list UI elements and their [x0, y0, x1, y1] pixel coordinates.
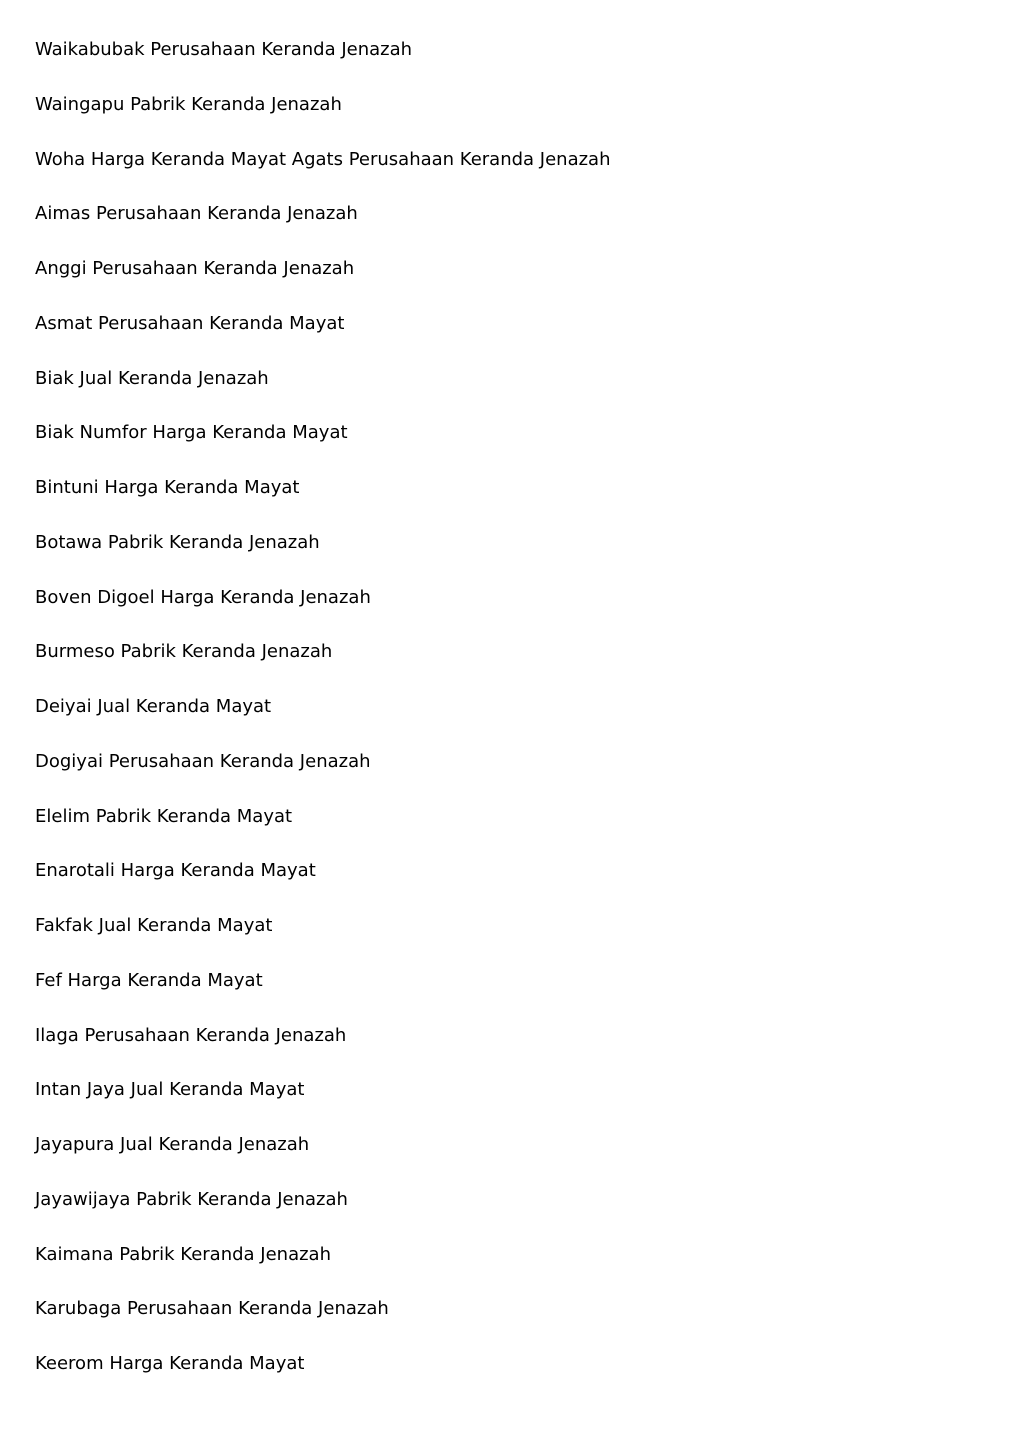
- list-item: Woha Harga Keranda Mayat Agats Perusahaan Keranda Jenazah: [35, 148, 611, 170]
- list-item: Fef Harga Keranda Mayat: [35, 969, 263, 991]
- list-item: Kaimana Pabrik Keranda Jenazah: [35, 1243, 331, 1265]
- list-item: Botawa Pabrik Keranda Jenazah: [35, 531, 320, 553]
- list-item: Karubaga Perusahaan Keranda Jenazah: [35, 1298, 389, 1320]
- list-item: Deiyai Jual Keranda Mayat: [35, 696, 272, 717]
- list-item: Biak Numfor Harga Keranda Mayat: [35, 422, 348, 444]
- list-item: Aimas Perusahaan Keranda Jenazah: [35, 203, 358, 225]
- list-item: Dogiyai Perusahaan Keranda Jenazah: [35, 750, 371, 772]
- list-item: Keerom Harga Keranda Mayat: [35, 1353, 305, 1374]
- list-item: Waingapu Pabrik Keranda Jenazah: [35, 93, 342, 115]
- list-item: Jayawijaya Pabrik Keranda Jenazah: [35, 1188, 348, 1210]
- list-item: Enarotali Harga Keranda Mayat: [35, 860, 316, 882]
- list-item: Jayapura Jual Keranda Jenazah: [35, 1134, 310, 1155]
- list-item: Waikabubak Perusahaan Keranda Jenazah: [35, 39, 413, 60]
- list-item: Ilaga Perusahaan Keranda Jenazah: [35, 1024, 347, 1046]
- list-item: Bintuni Harga Keranda Mayat: [35, 477, 300, 498]
- list-item: Burmeso Pabrik Keranda Jenazah: [35, 641, 333, 663]
- list-item: Boven Digoel Harga Keranda Jenazah: [35, 586, 371, 608]
- list-item: Intan Jaya Jual Keranda Mayat: [35, 1079, 305, 1101]
- entry-list: [35, 36, 611, 1405]
- list-item: Biak Jual Keranda Jenazah: [35, 367, 269, 389]
- list-item: Fakfak Jual Keranda Mayat: [35, 915, 273, 936]
- list-item: Asmat Perusahaan Keranda Mayat: [35, 312, 345, 334]
- list-item: Anggi Perusahaan Keranda Jenazah: [35, 258, 355, 279]
- list-item: Elelim Pabrik Keranda Mayat: [35, 805, 293, 827]
